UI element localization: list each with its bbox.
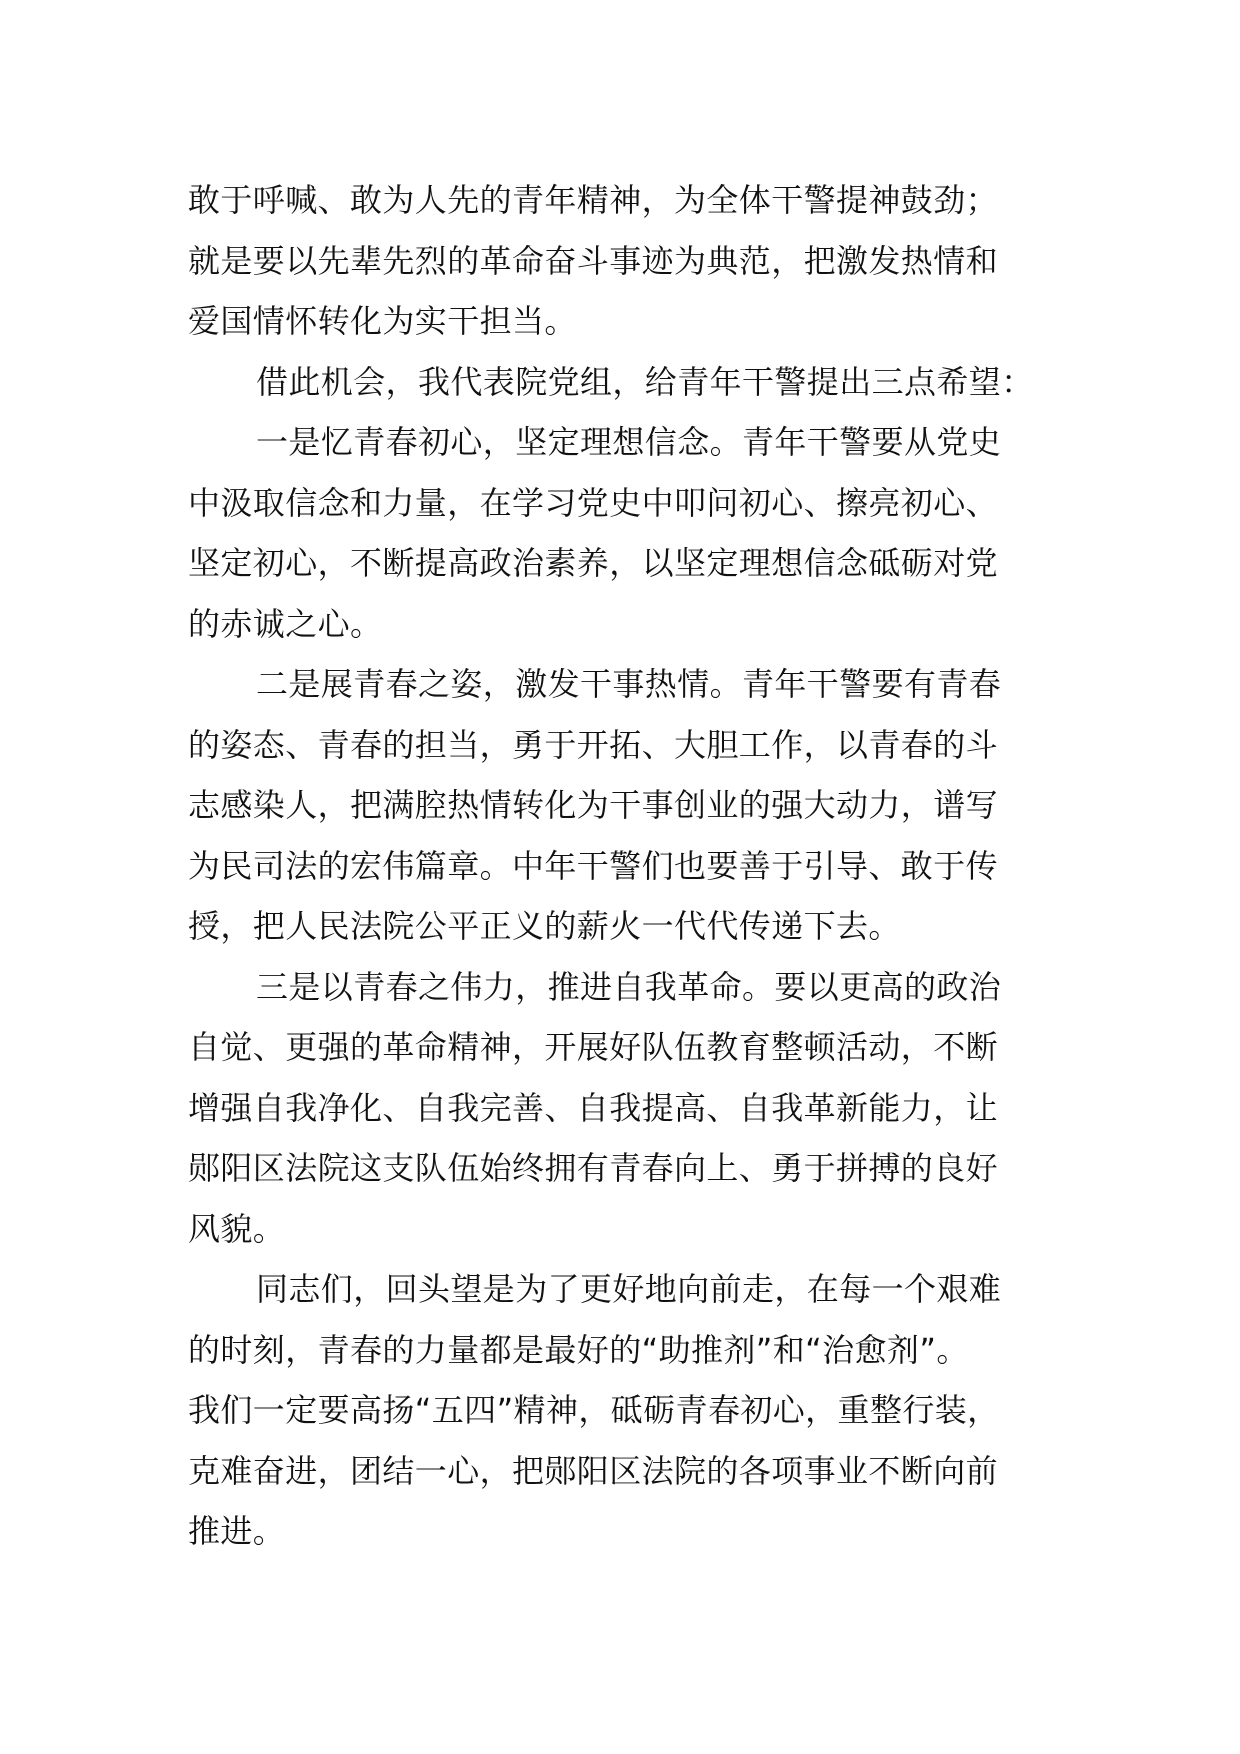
text-line: 我们一定要高扬“五四”精神，砥砺青春初心，重整行装， (188, 1391, 1000, 1429)
text-line: 就是要以先辈先烈的革命奋斗事迹为典范，把激发热情和 (188, 241, 999, 280)
text-line: 二是展青春之姿，激发干事热情。青年干警要有青春 (256, 665, 1002, 703)
text-line: 一是忆青春初心，坚定理想信念。青年干警要从党史 (256, 423, 1002, 461)
text-line: 风貌。 (188, 1209, 286, 1248)
text-line: 爱国情怀转化为实干担当。 (188, 302, 577, 340)
text-line: 郧阳区法院这支队伍始终拥有青春向上、勇于拼搏的良好 (188, 1149, 999, 1187)
text-line: 敢于呼喊、敢为人先的青年精神，为全体干警提神鼓劲； (188, 181, 999, 219)
text-line: 推进。 (188, 1512, 286, 1550)
text-line: 中汲取信念和力量，在学习党史中叩问初心、擦亮初心、 (188, 483, 999, 522)
text-line: 同志们，回头望是为了更好地向前走，在每一个艰难 (256, 1270, 1002, 1308)
text-line: 的赤诚之心。 (188, 604, 383, 643)
text-line: 克难奋进，团结一心，把郧阳区法院的各项事业不断向前 (188, 1451, 999, 1490)
text-line: 授，把人民法院公平正义的薪火一代代传递下去。 (188, 907, 901, 945)
text-line: 自觉、更强的革命精神，开展好队伍教育整顿活动，不断 (188, 1028, 999, 1066)
text-line: 的时刻，青春的力量都是最好的“助推剂”和“治愈剂”。 (188, 1330, 969, 1369)
text-line: 增强自我净化、自我完善、自我提高、自我革新能力，让 (188, 1088, 999, 1127)
text-line: 坚定初心，不断提高政治素养，以坚定理想信念砥砺对党 (188, 544, 999, 582)
text-line: 为民司法的宏伟篇章。中年干警们也要善于引导、敢于传 (188, 846, 999, 885)
text-line: 借此机会，我代表院党组，给青年干警提出三点希望： (256, 362, 1034, 401)
text-line: 志感染人，把满腔热情转化为干事创业的强大动力，谱写 (188, 786, 999, 824)
text-line: 三是以青春之伟力，推进自我革命。要以更高的政治 (256, 967, 1002, 1006)
document-body (188, 170, 1068, 1562)
text-line: 的姿态、青春的担当，勇于开拓、大胆工作，以青春的斗 (188, 725, 999, 764)
